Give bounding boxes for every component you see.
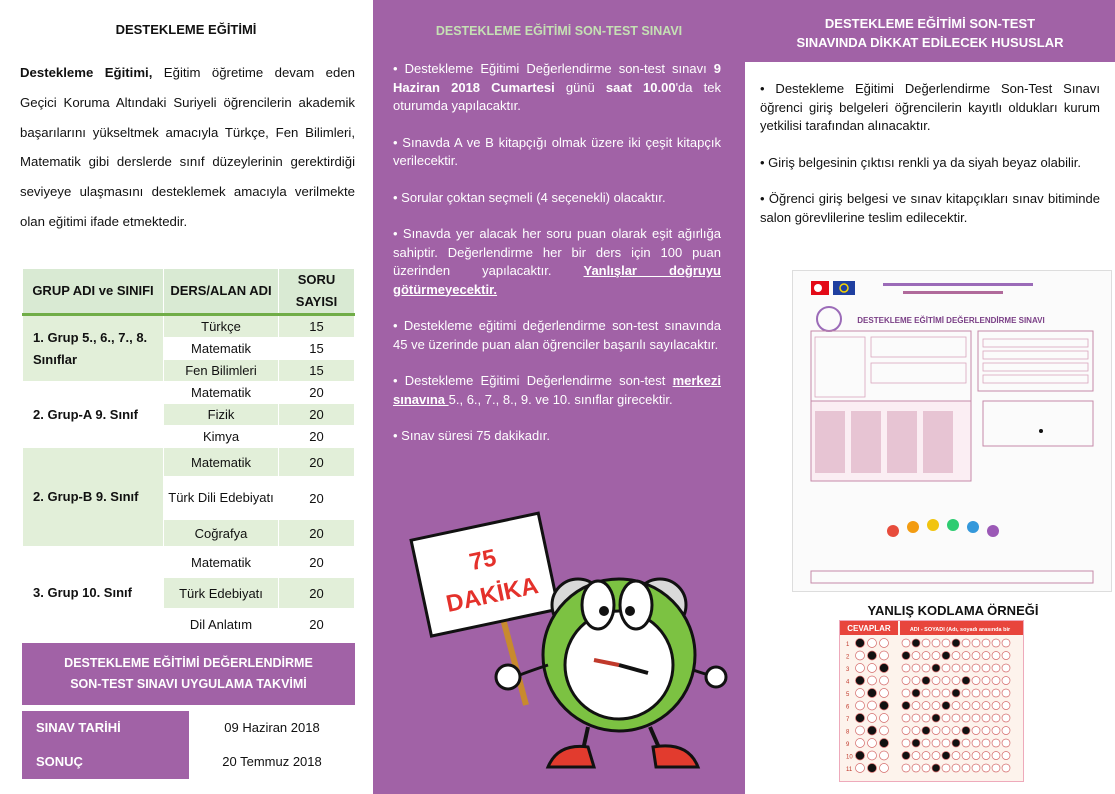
count-cell: 20 bbox=[279, 520, 355, 547]
group-name: 2. Grup-A 9. Sınıf bbox=[23, 382, 164, 448]
answer-bubble bbox=[922, 764, 930, 772]
ministry-logo-icon bbox=[817, 307, 841, 331]
row-number: 5 bbox=[846, 692, 850, 698]
rule-item bbox=[393, 60, 721, 116]
answer-bubble bbox=[856, 689, 865, 698]
answer-bubble bbox=[856, 751, 865, 760]
eye-right bbox=[620, 581, 652, 629]
answer-bubble bbox=[972, 664, 980, 672]
answer-bubble bbox=[982, 752, 990, 760]
calendar-key: SONUÇ bbox=[22, 745, 189, 779]
answer-bubble bbox=[962, 702, 970, 710]
answer-bubble bbox=[922, 714, 930, 722]
calendar-title bbox=[22, 643, 355, 705]
right-title bbox=[745, 0, 1115, 62]
answer-bubble bbox=[912, 639, 920, 647]
middle-title: DESTEKLEME EĞİTİMİ SON-TEST SINAVI bbox=[435, 24, 683, 38]
answer-bubble bbox=[952, 639, 960, 647]
answer-bubble bbox=[982, 739, 990, 747]
answer-bubble bbox=[962, 664, 970, 672]
name-header: ADI - SOYADI (Adı, soyadı arasında bir bbox=[909, 627, 1011, 633]
count-cell: 20 bbox=[279, 578, 355, 609]
text: • Destekleme Eğitimi Değerlendirme son-test bbox=[393, 373, 673, 388]
table-row bbox=[23, 382, 355, 404]
intro-text: Eğitim öğretime devam eden Geçici Koruma Altındaki Suriyeli öğrencilerin akademik başarılarını yükseltmek amacıyla Türkçe, Fen Bilimleri, Matematik gibi derslerde sınıf düzeylerinin gerektirdiği seviyeye ulaşmasını desteklemek amacıyla verilmekte olan eğitimi ifade etmektedir. bbox=[20, 65, 355, 229]
answer-bubble bbox=[880, 664, 889, 673]
answer-bubble bbox=[902, 639, 910, 647]
sign-word: DAKİKA bbox=[443, 572, 541, 618]
answer-bubble bbox=[902, 764, 910, 772]
answer-bubble bbox=[856, 714, 865, 723]
answer-bubble bbox=[922, 727, 930, 735]
form-title: DESTEKLEME EĞİTİMİ DEĞERLENDİRME SINAVI bbox=[857, 316, 1045, 325]
row-number: 3 bbox=[846, 667, 850, 673]
answer-bubble bbox=[992, 689, 1000, 697]
calendar-title-line: SON-TEST SINAVI UYGULAMA TAKVİMİ bbox=[70, 677, 307, 691]
row-number: 2 bbox=[846, 654, 850, 661]
answer-bubble bbox=[932, 652, 940, 660]
answer-bubble bbox=[902, 677, 910, 685]
answer-bubble bbox=[902, 739, 910, 747]
row-number: 9 bbox=[846, 742, 850, 748]
count-cell: 20 bbox=[279, 547, 355, 578]
intro-paragraph bbox=[20, 58, 355, 237]
text: günü bbox=[554, 79, 606, 95]
answer-bubble bbox=[1002, 752, 1010, 760]
rule-item: • Destekleme Eğitimi Değerlendirme Son-Test Sınavı öğrenci giriş belgeleri öğrencilerin kayıtlı oldukları kurum yetkilisi tarafından alınacaktır. bbox=[760, 81, 1100, 133]
answer-bubble bbox=[1002, 639, 1010, 647]
group-name: 2. Grup-B 9. Sınıf bbox=[23, 448, 164, 547]
rule-item: • Sorular çoktan seçmeli (4 seçenekli) olacaktır. bbox=[393, 189, 666, 205]
answer-bubble bbox=[932, 752, 940, 760]
answer-bubble bbox=[1002, 677, 1010, 685]
answer-bubble bbox=[982, 664, 990, 672]
rule-item: • Destekleme eğitimi değerlendirme son-test sınavında 45 ve üzerinde puan alan öğrenciler başarılı sayılacaktır. bbox=[393, 318, 721, 352]
answer-bubble bbox=[972, 752, 980, 760]
answer-bubble bbox=[902, 727, 910, 735]
answer-bubble bbox=[1002, 764, 1010, 772]
answer-bubble bbox=[952, 714, 960, 722]
answer-bubble bbox=[942, 739, 950, 747]
answer-bubble bbox=[952, 689, 960, 697]
answer-bubble bbox=[962, 739, 970, 747]
answer-bubble bbox=[932, 689, 940, 697]
answer-bubble bbox=[962, 689, 970, 697]
answer-bubble bbox=[942, 702, 950, 710]
answer-bubble bbox=[912, 702, 920, 710]
count-cell: 15 bbox=[279, 360, 355, 382]
count-cell: 20 bbox=[279, 448, 355, 477]
answer-bubble bbox=[1002, 739, 1010, 747]
answer-bubble bbox=[992, 664, 1000, 672]
answer-bubble bbox=[880, 739, 889, 748]
text: 5., 6., 7., 8., 9. ve 10. sınıflar girecektir. bbox=[448, 391, 673, 407]
calendar-row bbox=[22, 711, 355, 745]
answer-bubble bbox=[856, 726, 865, 735]
answer-bubble bbox=[912, 714, 920, 722]
answer-bubble bbox=[856, 676, 865, 685]
answer-bubble bbox=[880, 639, 889, 648]
answer-bubble bbox=[856, 664, 865, 673]
answer-bubble bbox=[932, 664, 940, 672]
answer-bubble bbox=[856, 701, 865, 710]
answer-bubble bbox=[856, 639, 865, 648]
answer-bubble bbox=[880, 726, 889, 735]
answer-bubble bbox=[868, 714, 877, 723]
shoe-left bbox=[548, 746, 594, 767]
answer-bubble bbox=[942, 752, 950, 760]
answer-bubble bbox=[932, 639, 940, 647]
answer-bubble bbox=[972, 689, 980, 697]
answer-bubble bbox=[942, 714, 950, 722]
answer-bubble bbox=[922, 677, 930, 685]
subject-cell: Fizik bbox=[164, 404, 279, 426]
answer-bubble bbox=[868, 664, 877, 673]
answer-bubble bbox=[868, 651, 877, 660]
subject-cell: Matematik bbox=[164, 338, 279, 360]
answer-sheet-image bbox=[792, 270, 1112, 592]
answer-bubble bbox=[1002, 714, 1010, 722]
rule-item: • Sınavda A ve B kitapçığı olmak üzere iki çeşit kitapçık verilecektir. bbox=[393, 134, 721, 168]
answer-bubble bbox=[922, 702, 930, 710]
answer-bubble bbox=[880, 689, 889, 698]
right-title-line: DESTEKLEME EĞİTİMİ SON-TEST bbox=[824, 16, 1036, 31]
answer-bubble bbox=[932, 727, 940, 735]
answer-bubble bbox=[932, 739, 940, 747]
answer-bubble bbox=[902, 714, 910, 722]
answer-bubble bbox=[992, 714, 1000, 722]
sign-number: 75 bbox=[466, 544, 499, 577]
table-row bbox=[23, 448, 355, 477]
answer-bubble bbox=[912, 739, 920, 747]
answer-bubble bbox=[992, 652, 1000, 660]
answer-bubble bbox=[952, 664, 960, 672]
time-text: saat 10.00 bbox=[605, 79, 676, 95]
subject-cell: Coğrafya bbox=[164, 520, 279, 547]
count-cell: 20 bbox=[279, 382, 355, 404]
answer-bubble bbox=[962, 652, 970, 660]
answer-bubble bbox=[982, 652, 990, 660]
right-title-line: SINAVINDA DİKKAT EDİLECEK HUSUSLAR bbox=[796, 35, 1064, 50]
answer-bubble bbox=[992, 764, 1000, 772]
middle-text bbox=[393, 60, 721, 464]
answer-bubble bbox=[972, 639, 980, 647]
answer-bubble bbox=[962, 714, 970, 722]
row-number: 10 bbox=[846, 754, 853, 761]
middle-panel bbox=[373, 0, 745, 794]
answer-bubble bbox=[962, 677, 970, 685]
answer-bubble bbox=[992, 752, 1000, 760]
answer-bubble bbox=[922, 752, 930, 760]
answer-bubble bbox=[972, 652, 980, 660]
underlined-text: merkezi sınavına bbox=[393, 373, 721, 407]
answer-bubble bbox=[992, 677, 1000, 685]
left-title: DESTEKLEME EĞİTİMİ bbox=[115, 22, 257, 37]
answer-bubble bbox=[868, 739, 877, 748]
answer-bubble bbox=[868, 764, 877, 773]
answer-bubble bbox=[902, 702, 910, 710]
answer-bubble bbox=[880, 701, 889, 710]
answer-bubble bbox=[1002, 652, 1010, 660]
answer-bubble bbox=[952, 702, 960, 710]
answer-bubble bbox=[982, 689, 990, 697]
row-number: 11 bbox=[846, 767, 853, 773]
answer-bubble bbox=[972, 714, 980, 722]
calendar-row bbox=[22, 745, 355, 779]
text: • Sınavda yer alacak her soru puan olarak eşit ağırlığa sahiptir. Değerlendirme her bir ders için 100 puan üzerinden yapılacaktır. bbox=[393, 226, 721, 278]
subject-cell: Matematik bbox=[164, 547, 279, 578]
answer-bubble bbox=[992, 727, 1000, 735]
row-number: 4 bbox=[846, 679, 850, 686]
answer-bubble bbox=[952, 727, 960, 735]
underlined-text: Yanlışlar doğruyu götürmeyecektir. bbox=[393, 263, 721, 297]
eu-flag-icon bbox=[833, 281, 855, 295]
text: • Destekleme Eğitimi Değerlendirme son-test sınavı bbox=[393, 61, 714, 76]
answer-bubble bbox=[912, 664, 920, 672]
answers-header: CEVAPLAR bbox=[847, 624, 891, 633]
rule-item bbox=[393, 225, 721, 299]
intro-bold: Destekleme Eğitimi, bbox=[20, 65, 153, 80]
header-group: GRUP ADI ve SINIFI bbox=[23, 269, 164, 315]
answer-bubble bbox=[952, 739, 960, 747]
rule-item bbox=[393, 372, 721, 409]
answer-bubble bbox=[932, 702, 940, 710]
answer-bubble bbox=[962, 764, 970, 772]
answer-bubble bbox=[922, 664, 930, 672]
answer-bubble bbox=[952, 764, 960, 772]
answer-bubble bbox=[902, 664, 910, 672]
answer-bubble bbox=[868, 726, 877, 735]
calendar-title-line: DESTEKLEME EĞİTİMİ DEĞERLENDİRME bbox=[64, 656, 313, 670]
header-count: SORU SAYISI bbox=[279, 269, 355, 315]
answer-bubble bbox=[868, 639, 877, 648]
answer-bubble bbox=[952, 677, 960, 685]
right-panel bbox=[745, 0, 1115, 794]
glove-right bbox=[706, 667, 726, 687]
answer-bubble bbox=[880, 714, 889, 723]
group-name: 3. Grup 10. Sınıf bbox=[23, 547, 164, 640]
answer-bubble bbox=[1002, 689, 1010, 697]
answer-bubble bbox=[880, 676, 889, 685]
answer-bubble bbox=[982, 727, 990, 735]
answer-bubble bbox=[868, 701, 877, 710]
group-name: 1. Grup 5., 6., 7., 8. Sınıflar bbox=[23, 315, 164, 382]
eye-left bbox=[582, 581, 614, 629]
wrong-coding-image bbox=[839, 620, 1024, 782]
text: 'da tek oturumda yapılacaktır. bbox=[393, 79, 721, 113]
answer-bubble bbox=[912, 677, 920, 685]
answer-bubble bbox=[912, 689, 920, 697]
answer-bubble bbox=[972, 727, 980, 735]
answer-bubble bbox=[992, 702, 1000, 710]
answer-bubble bbox=[962, 727, 970, 735]
wrong-coding-title: YANLIŞ KODLAMA ÖRNEĞİ bbox=[867, 603, 1039, 618]
answer-bubble bbox=[902, 652, 910, 660]
shoe-right bbox=[653, 746, 698, 767]
answer-bubble bbox=[868, 751, 877, 760]
row-number: 7 bbox=[846, 717, 850, 723]
answer-bubble bbox=[912, 727, 920, 735]
clock-illustration bbox=[408, 505, 728, 787]
answer-bubble bbox=[856, 764, 865, 773]
table-row bbox=[23, 315, 355, 338]
right-text bbox=[760, 80, 1100, 245]
count-cell: 20 bbox=[279, 426, 355, 448]
rule-item: • Giriş belgesinin çıktısı renkli ya da siyah beyaz olabilir. bbox=[760, 154, 1082, 170]
answer-bubble bbox=[912, 764, 920, 772]
answer-bubble bbox=[952, 652, 960, 660]
group-table bbox=[22, 268, 355, 640]
answer-bubble bbox=[992, 739, 1000, 747]
glove-left bbox=[496, 665, 520, 689]
answer-bubble bbox=[856, 739, 865, 748]
answer-bubble bbox=[902, 752, 910, 760]
count-cell: 20 bbox=[279, 477, 355, 520]
rule-item: • Öğrenci giriş belgesi ve sınav kitapçıkları sınav bitiminde salon görevlilerine teslim edilecektir. bbox=[760, 191, 1100, 225]
answer-bubble bbox=[942, 727, 950, 735]
answer-bubble bbox=[912, 752, 920, 760]
answer-bubble bbox=[992, 639, 1000, 647]
answer-bubble bbox=[912, 652, 920, 660]
answer-bubble bbox=[982, 639, 990, 647]
answer-bubble bbox=[1002, 664, 1010, 672]
rainbow-people-illustration bbox=[887, 519, 999, 537]
answer-bubble bbox=[942, 677, 950, 685]
rule-item: • Sınav süresi 75 dakikadır. bbox=[393, 428, 551, 443]
answer-bubble bbox=[880, 651, 889, 660]
answer-bubble bbox=[942, 689, 950, 697]
answer-bubble bbox=[868, 676, 877, 685]
answer-bubble bbox=[942, 764, 950, 772]
answer-bubble bbox=[1002, 702, 1010, 710]
count-cell: 20 bbox=[279, 404, 355, 426]
answer-bubble bbox=[982, 677, 990, 685]
count-cell: 15 bbox=[279, 315, 355, 338]
sign-board bbox=[411, 513, 559, 636]
subject-cell: Türk Edebiyatı bbox=[164, 578, 279, 609]
count-cell: 20 bbox=[279, 609, 355, 640]
answer-bubble bbox=[922, 689, 930, 697]
answer-bubble bbox=[922, 652, 930, 660]
answer-bubble bbox=[982, 764, 990, 772]
subject-cell: Matematik bbox=[164, 448, 279, 477]
answer-bubble bbox=[942, 639, 950, 647]
answer-bubble bbox=[982, 702, 990, 710]
answer-bubble bbox=[856, 651, 865, 660]
answer-bubble bbox=[922, 739, 930, 747]
answer-bubble bbox=[922, 639, 930, 647]
answer-bubble bbox=[880, 751, 889, 760]
answer-bubble bbox=[962, 752, 970, 760]
table-row bbox=[23, 547, 355, 578]
answer-bubble bbox=[972, 677, 980, 685]
calendar-key: SINAV TARİHİ bbox=[22, 711, 189, 745]
row-number: 6 bbox=[846, 704, 850, 711]
answer-bubble bbox=[972, 739, 980, 747]
answer-bubble bbox=[932, 714, 940, 722]
subject-cell: Dil Anlatım bbox=[164, 609, 279, 640]
subject-cell: Fen Bilimleri bbox=[164, 360, 279, 382]
left-panel bbox=[0, 0, 372, 794]
subject-cell: Türkçe bbox=[164, 315, 279, 338]
subject-cell: Kimya bbox=[164, 426, 279, 448]
answer-bubble bbox=[932, 677, 940, 685]
answer-bubble bbox=[962, 639, 970, 647]
bubble-rows bbox=[846, 639, 1010, 774]
subject-cell: Türk Dili Edebiyatı bbox=[164, 477, 279, 520]
calendar-value: 20 Temmuz 2018 bbox=[222, 754, 322, 769]
date-text: 9 Haziran 2018 Cumartesi bbox=[393, 61, 721, 95]
calendar-value: 09 Haziran 2018 bbox=[224, 720, 320, 735]
answer-bubble bbox=[942, 652, 950, 660]
answer-bubble bbox=[942, 664, 950, 672]
answer-bubble bbox=[972, 702, 980, 710]
answer-bubble bbox=[880, 764, 889, 773]
count-cell: 15 bbox=[279, 338, 355, 360]
answer-bubble bbox=[868, 689, 877, 698]
subject-cell: Matematik bbox=[164, 382, 279, 404]
row-number: 1 bbox=[846, 642, 850, 648]
row-number: 8 bbox=[846, 729, 850, 736]
answer-bubble bbox=[932, 764, 940, 772]
answer-bubble bbox=[1002, 727, 1010, 735]
answer-bubble bbox=[952, 752, 960, 760]
answer-bubble bbox=[982, 714, 990, 722]
answer-bubble bbox=[902, 689, 910, 697]
answer-bubble bbox=[972, 764, 980, 772]
header-subject: DERS/ALAN ADI bbox=[164, 269, 279, 315]
